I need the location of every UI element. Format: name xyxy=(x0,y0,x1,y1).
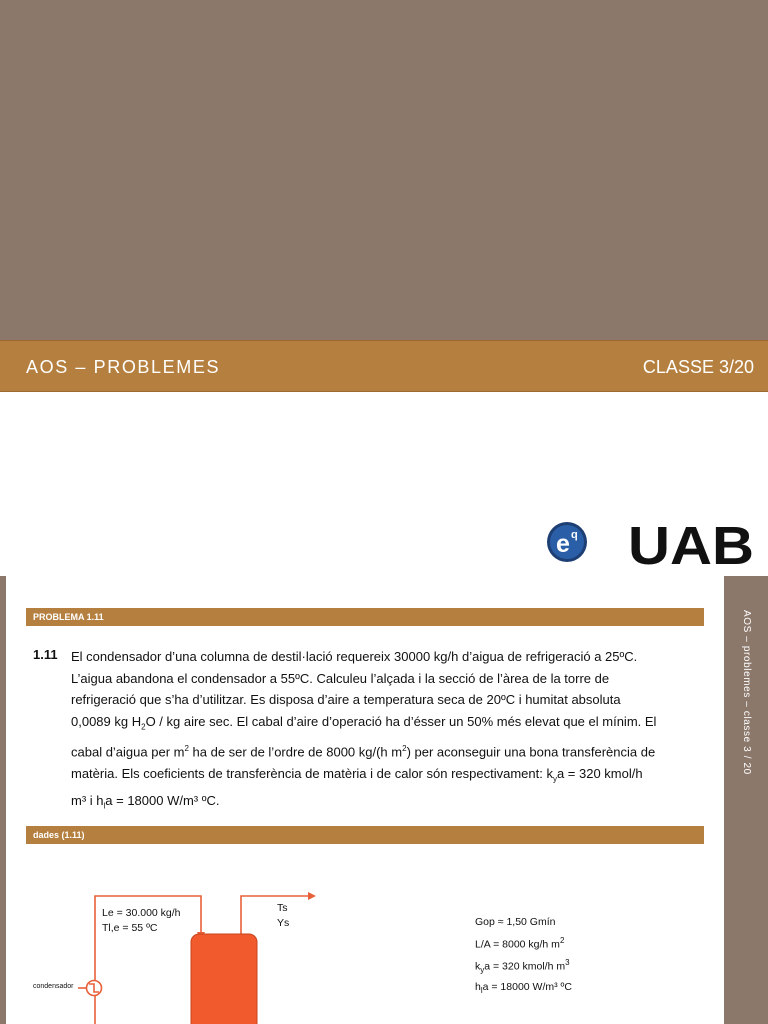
eq-logo-superscript: q xyxy=(571,529,578,541)
data-section-title: dades (1.11) xyxy=(33,830,85,840)
problem-number: 1.11 xyxy=(33,647,58,662)
uab-logo-text: UAB xyxy=(628,516,754,568)
problem-section-bar xyxy=(26,608,704,626)
text-line: El condensador d’una columna de destil·lació requereix 30000 kg/h d’aigua de refrigeració a 25ºC. xyxy=(71,649,638,664)
water-temp-label: Tl,e = 55 ºC xyxy=(102,922,158,934)
water-flow-label: Le = 30.000 kg/h xyxy=(102,907,181,919)
condenser-label: condensador xyxy=(33,983,74,990)
data-values-list xyxy=(475,914,572,999)
problem-statement xyxy=(71,646,701,817)
uab-logo xyxy=(628,516,756,568)
slide-title: AOS – PROBLEMES xyxy=(26,357,221,377)
air-outlet-pipe xyxy=(241,896,308,937)
cooling-tower xyxy=(191,934,257,1024)
air-temp-out-label: Ts xyxy=(277,902,288,914)
text-line: L’aigua abandona el condensador a 55ºC. Calculeu l’alçada i la secció de l’àrea de la torre de xyxy=(71,670,610,686)
text-line: Gop ≈ 1,50 Gmín xyxy=(475,916,556,928)
side-panel-text: AOS – problemes – classe 3 / 20 xyxy=(741,610,752,775)
air-humidity-out-label: Ys xyxy=(277,917,290,929)
text-line: m³ i $h_la = 18000$ W/m³ ºC. xyxy=(71,793,220,811)
problem-section-title: PROBLEMA 1.11 xyxy=(33,612,104,622)
text-line: $k_ya = 320$ kmol/h $m^3$ xyxy=(475,957,570,975)
text-line: L/A = 8000 kg/h $m^2$ xyxy=(475,935,565,950)
top-background-band xyxy=(0,0,768,340)
text-line: matèria. Els coeficients de transferència de matèria i de calor són respectivament: $k_ya = 320$ kmol/h xyxy=(71,765,643,784)
title-bar xyxy=(0,340,768,392)
eq-logo-letter: e xyxy=(556,530,570,558)
text-line: 0,0089 kg $H_2O$ / kg aire sec. El cabal d’aire d’operació ha d’ésser un 50% més elevat que el mínim. El xyxy=(71,713,657,732)
class-number: CLASSE 3/20 xyxy=(642,357,754,377)
text-line: refrigeració que s’ha d’utilitzar. Es disposa d’aire a temperatura seca de 20ºC i humitat absoluta xyxy=(71,692,621,708)
left-edge-stripe xyxy=(0,576,6,1024)
text-line: cabal d’aigua per $m^2$ ha de ser de l’ordre de 8000 kg/(h $m^2$) per aconseguir una bona transferència de xyxy=(71,743,656,760)
air-outlet-arrow xyxy=(308,892,316,900)
eq-logo-icon xyxy=(546,521,588,563)
data-section-bar xyxy=(26,826,704,844)
text-line: $h_la = 18000$ W/m³ ºC xyxy=(475,980,572,995)
